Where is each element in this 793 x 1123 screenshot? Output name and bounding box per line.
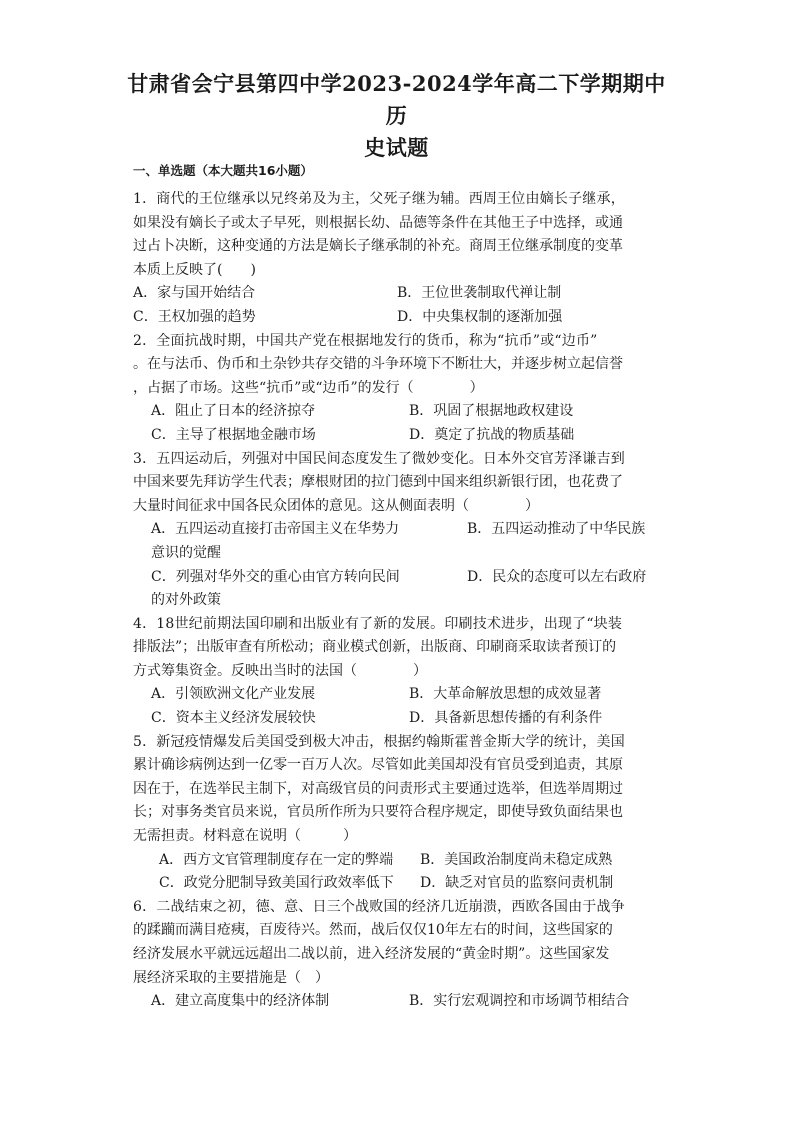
question-stem-line: 本质上反映了( )	[133, 261, 256, 278]
section-heading: 一、单选题（本大题共16小题）	[133, 163, 313, 178]
question-stem-line: 大量时间征求中国各民众团体的意见。这从侧面表明（ ）	[133, 497, 539, 514]
question-3-stem	[133, 448, 663, 519]
question-stem-line: 过占卜决断，这种变通的方法是嫡长子继承制的补充。商周王位继承制度的变革	[133, 238, 623, 255]
option-d: D．缺乏对官员的监察问责机制	[420, 875, 614, 892]
option-d-continued: 的对外政策	[151, 592, 221, 609]
question-4	[133, 613, 663, 731]
question-3-options	[133, 518, 663, 612]
option-a: A．引领欧洲文化产业发展	[151, 686, 316, 703]
question-stem-line: 因在于，在选举民主制下，对高级官员的问责形式主要通过选举，但选举周期过	[133, 780, 623, 797]
option-c: C．主导了根据地金融市场	[151, 426, 316, 443]
option-a: A．五四运动直接打击帝国主义在华势力	[151, 521, 400, 538]
option-b: B．五四运动推动了中华民族	[467, 521, 646, 538]
option-c: C．政党分肥制导致美国行政效率低下	[159, 875, 394, 892]
question-stem-line: 长；对事务类官员来说，官员所作所为只要符合程序规定，即使导致负面结果也	[133, 804, 623, 821]
option-b: B．巩固了根据地政权建设	[409, 403, 574, 420]
option-d: D．民众的态度可以左右政府	[467, 568, 647, 585]
option-d: D．奠定了抗战的物质基础	[409, 426, 575, 443]
option-c: C．列强对华外交的重心由官方转向民间	[151, 568, 400, 585]
question-stem-line: 。在与法币、伪币和土杂钞共存交错的斗争环境下不断壮大，并逐步树立起信誉	[133, 356, 623, 373]
question-5-stem	[133, 731, 663, 849]
question-stem-line: 中国来要先拜访学生代表；摩根财团的拉门德到中国来组织新银行团，也花费了	[133, 474, 623, 491]
question-1	[133, 188, 663, 330]
option-a: A．家与国开始结合	[133, 285, 256, 302]
question-stem-line: 4．18世纪前期法国印刷和出版业有了新的发展。印刷技术进步，出现了“块装	[133, 615, 623, 632]
question-stem-line: 无需担责。材料意在说明（ ）	[133, 828, 357, 845]
exam-title-line-2: 史试题	[364, 135, 429, 160]
question-stem-line: 方式筹集资金。反映出当时的法国（ ）	[133, 662, 427, 679]
option-b: B．美国政治制度尚未稳定成熟	[420, 851, 613, 868]
question-5	[133, 731, 663, 896]
question-4-stem	[133, 613, 663, 684]
question-6-stem	[133, 896, 663, 990]
question-stem-line: 6．二战结束之初，德、意、日三个战败国的经济几近崩溃，西欧各国由于战争	[133, 898, 625, 915]
question-stem-line: 如果没有嫡长子或太子早死，则根据长幼、品德等条件在其他王子中选择，或通	[133, 214, 623, 231]
question-6	[133, 896, 663, 1014]
question-stem-line: 经济发展水平就远远超出二战以前，进入经济发展的“黄金时期”。这些国家发	[133, 946, 610, 962]
question-2	[133, 330, 663, 448]
question-stem-line: 2．全面抗战时期，中国共产党在根据地发行的货币，称为“抗币”或“边币”	[133, 332, 598, 349]
question-stem-line: ，占据了市场。这些“抗币”或“边币”的发行（ ）	[133, 379, 484, 396]
option-d: D．中央集权制的逐渐加强	[397, 308, 563, 325]
question-6-options	[133, 990, 663, 1014]
question-4-options	[133, 683, 663, 730]
option-a: A．建立高度集中的经济体制	[151, 993, 330, 1010]
exam-title	[120, 68, 673, 164]
question-1-options	[133, 282, 663, 329]
option-b-continued: 意识的觉醒	[151, 544, 221, 561]
option-b: B．实行宏观调控和市场调节相结合	[409, 993, 630, 1010]
question-list	[133, 188, 663, 1014]
question-stem-line: 累计确诊病例达到一亿零一百万人次。尽管如此美国却没有官员受到追责，其原	[133, 757, 623, 774]
question-1-stem	[133, 188, 663, 282]
question-stem-line: 1．商代的王位继承以兄终弟及为主，父死子继为辅。西周王位由嫡长子继承，	[133, 191, 625, 207]
option-a: A．西方文官管理制度存在一定的弊端	[159, 851, 394, 868]
question-2-stem	[133, 330, 663, 401]
option-c: C．王权加强的趋势	[133, 308, 256, 325]
question-2-options	[133, 400, 663, 447]
question-stem-line: 展经济采取的主要措施是（ ）	[133, 969, 329, 986]
option-a: A．阻止了日本的经济掠夺	[151, 403, 316, 420]
question-stem-line: 排版法”；出版审查有所松动；商业模式创新，出版商、印刷商采取读者预订的	[133, 639, 617, 656]
option-d: D．具备新思想传播的有利条件	[409, 710, 603, 727]
option-b: B．大革命解放思想的成效显著	[409, 686, 602, 703]
question-stem-line: 5．新冠疫情爆发后美国受到极大冲击，根据约翰斯霍普金斯大学的统计，美国	[133, 733, 625, 750]
option-c: C．资本主义经济发展较快	[151, 710, 316, 727]
exam-title-line-1: 甘肃省会宁县第四中学2023-2024学年高二下学期期中历	[127, 71, 666, 128]
question-stem-line: 3．五四运动后，列强对中国民间态度发生了微妙变化。日本外交官芳泽谦吉到	[133, 450, 625, 467]
option-b: B．王位世袭制取代禅让制	[397, 285, 562, 302]
question-stem-line: 的蹂躏而满目疮痍，百废待兴。然而，战后仅仅10年左右的时间，这些国家的	[133, 922, 613, 939]
question-3	[133, 448, 663, 613]
question-5-options	[133, 849, 663, 896]
